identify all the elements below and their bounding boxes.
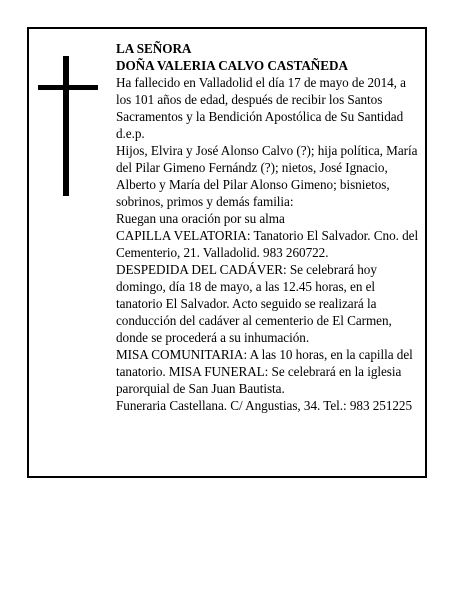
farewell-info: DESPEDIDA DEL CADÁVER: Se celebrará hoy domingo, día 18 de mayo, a las 12.45 horas, en el tanatorio El Salvador. Acto seguido se realizará la conducción del cadáver al cementerio de El Carmen, donde se procederá a su inhumación. (116, 262, 392, 345)
wake-chapel-info: CAPILLA VELATORIA: Tanatorio El Salvador. Cno. del Cementerio, 21. Valladolid. 983 260722. (116, 228, 419, 260)
obituary-text (116, 40, 421, 414)
prayer-request: Ruegan una oración por su alma (116, 211, 285, 226)
deceased-name: DOÑA VALERIA CALVO CASTAÑEDA (116, 58, 348, 73)
death-announcement: Ha fallecido en Valladolid el día 17 de mayo de 2014, a los 101 años de edad, después de recibir los Santos Sacramentos y la Bendición Apostólica de Su Santidad d.e.p. (116, 75, 406, 141)
family-list: Hijos, Elvira y José Alonso Calvo (?); hija política, María del Pilar Gimeno Fernándz (?); nietos, José Ignacio, Alberto y María del Pilar Alonso Gimeno; bisnietos, sobrinos, primos y demás familia: (116, 143, 418, 209)
cross-icon (38, 56, 98, 196)
cross-vertical-bar (63, 56, 69, 196)
mass-info: MISA COMUNITARIA: A las 10 horas, en la capilla del tanatorio. MISA FUNERAL: Se celebrará en la iglesia parorquial de San Juan Bautista. (116, 347, 413, 396)
funeral-home-info: Funeraria Castellana. C/ Angustias, 34. Tel.: 983 251225 (116, 398, 413, 413)
cross-horizontal-bar (38, 85, 98, 90)
deceased-title: LA SEÑORA (116, 41, 192, 56)
